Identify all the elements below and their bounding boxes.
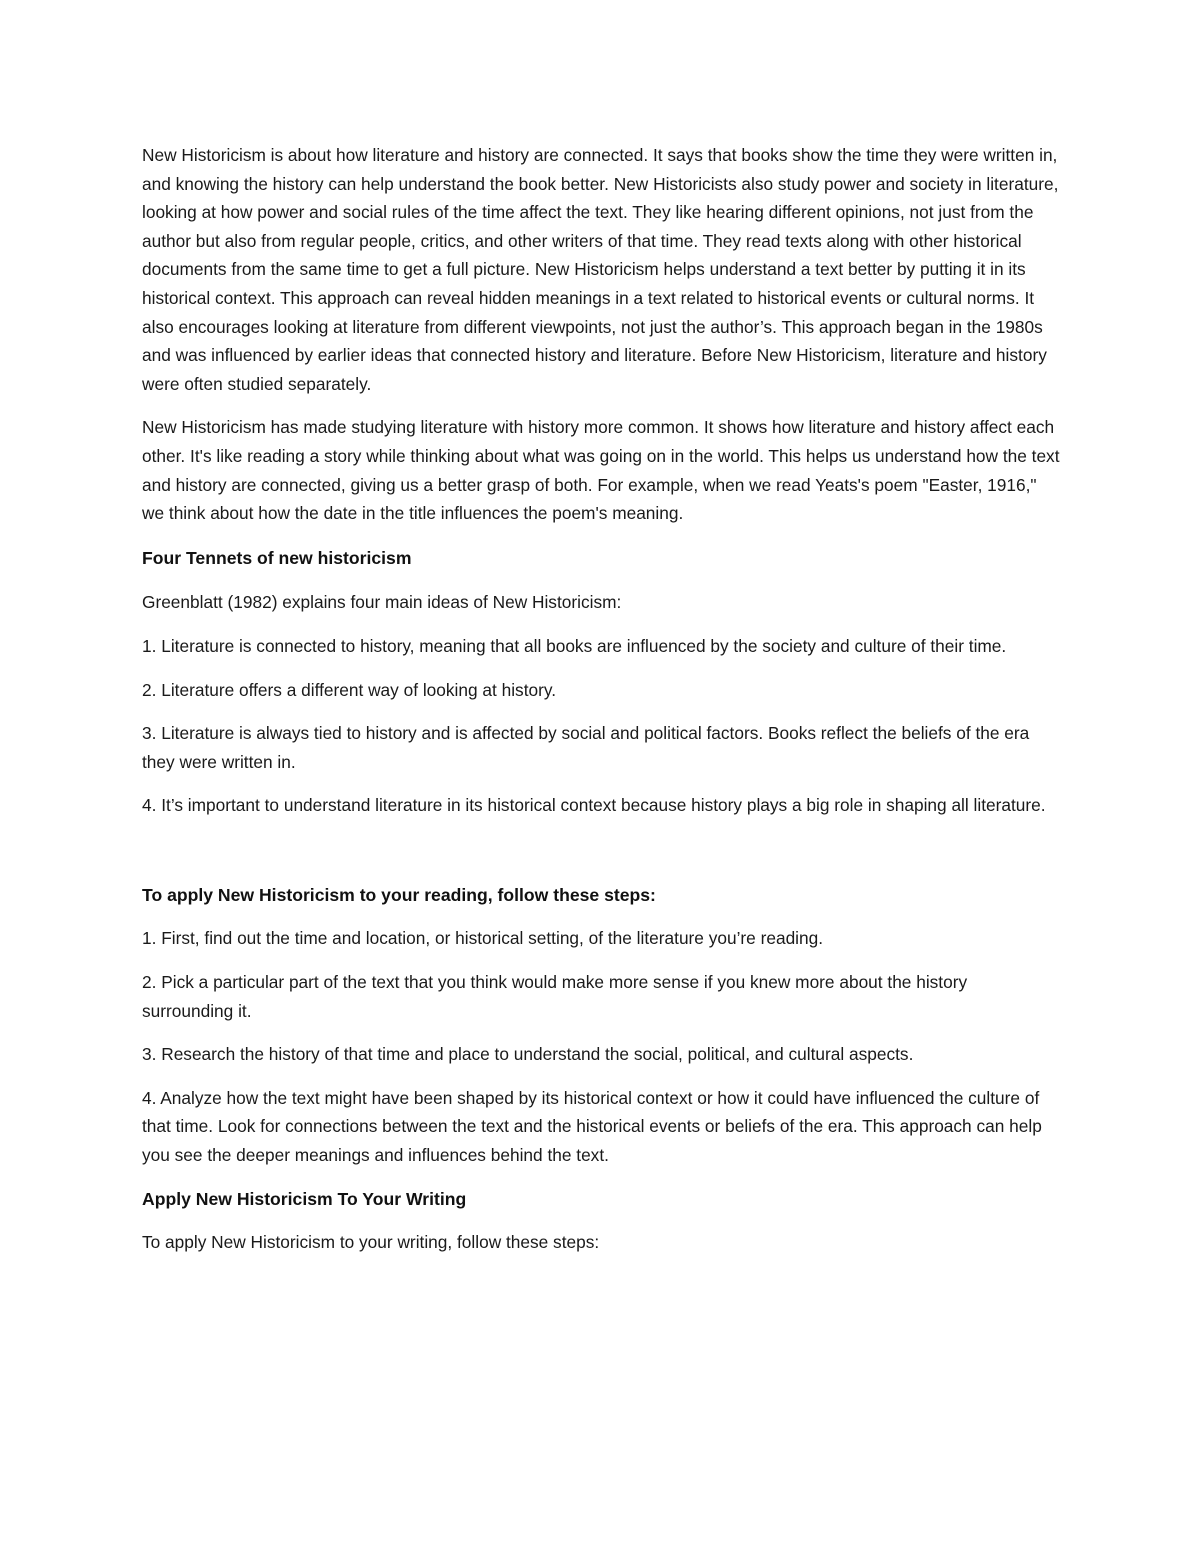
tenets-intro: Greenblatt (1982) explains four main ideas of New Historicism:	[142, 592, 622, 613]
reading-step-1: 1. First, find out the time and location, or historical setting, of the literature you’re reading.	[142, 928, 824, 949]
writing-intro: To apply New Historicism to your writing, follow these steps:	[142, 1232, 600, 1253]
tenet-item-4: 4. It’s important to understand literature in its historical context because history plays a big role in shaping all literature.	[142, 795, 1046, 816]
tenet-item-3: 3. Literature is always tied to history and is affected by social and political factors. Books reflect the beliefs of the era they were written in.	[142, 723, 1030, 772]
writing-heading: Apply New Historicism To Your Writing	[142, 1188, 467, 1209]
document-body	[142, 141, 1060, 1257]
reading-step-4: 4. Analyze how the text might have been shaped by its historical context or how it could have influenced the culture of that time. Look for connections between the text and the historical events or beliefs of the era. This approach can help you see the deeper meanings and influences behind the text.	[142, 1087, 1042, 1166]
intro-paragraph: New Historicism is about how literature and history are connected. It says that books show the time they were written in, and knowing the history can help understand the book better. New Historicists also study power and society in literature, looking at how power and social rules of the time affect the text. They like hearing different opinions, not just from the author but also from regular people, critics, and other writers of that time. They read texts along with other historical documents from the same time to get a full picture. New Historicism helps understand a text better by putting it in its historical context. This approach can reveal hidden meanings in a text related to historical events or cultural norms. It also encourages looking at literature from different viewpoints, not just the author’s. This approach began in the 1980s and was influenced by earlier ideas that connected history and literature. Before New Historicism, literature and history were often studied separately.	[142, 145, 1059, 394]
reading-step-2: 2. Pick a particular part of the text that you think would make more sense if you knew more about the history surrounding it.	[142, 972, 968, 1021]
tenet-item-2: 2. Literature offers a different way of looking at history.	[142, 679, 557, 700]
tenet-item-1: 1. Literature is connected to history, meaning that all books are influenced by the society and culture of their time.	[142, 635, 1007, 656]
second-paragraph: New Historicism has made studying literature with history more common. It shows how literature and history affect each other. It's like reading a story while thinking about what was going on in the world. This helps us understand how the text and history are connected, giving us a better grasp of both. For example, when we read Yeats's poem "Easter, 1916," we think about how the date in the title influences the poem's meaning.	[142, 417, 1060, 524]
reading-steps-heading: To apply New Historicism to your reading, follow these steps:	[142, 884, 656, 905]
tenets-heading: Four Tennets of new historicism	[142, 547, 412, 568]
reading-step-3: 3. Research the history of that time and place to understand the social, political, and cultural aspects.	[142, 1044, 914, 1065]
